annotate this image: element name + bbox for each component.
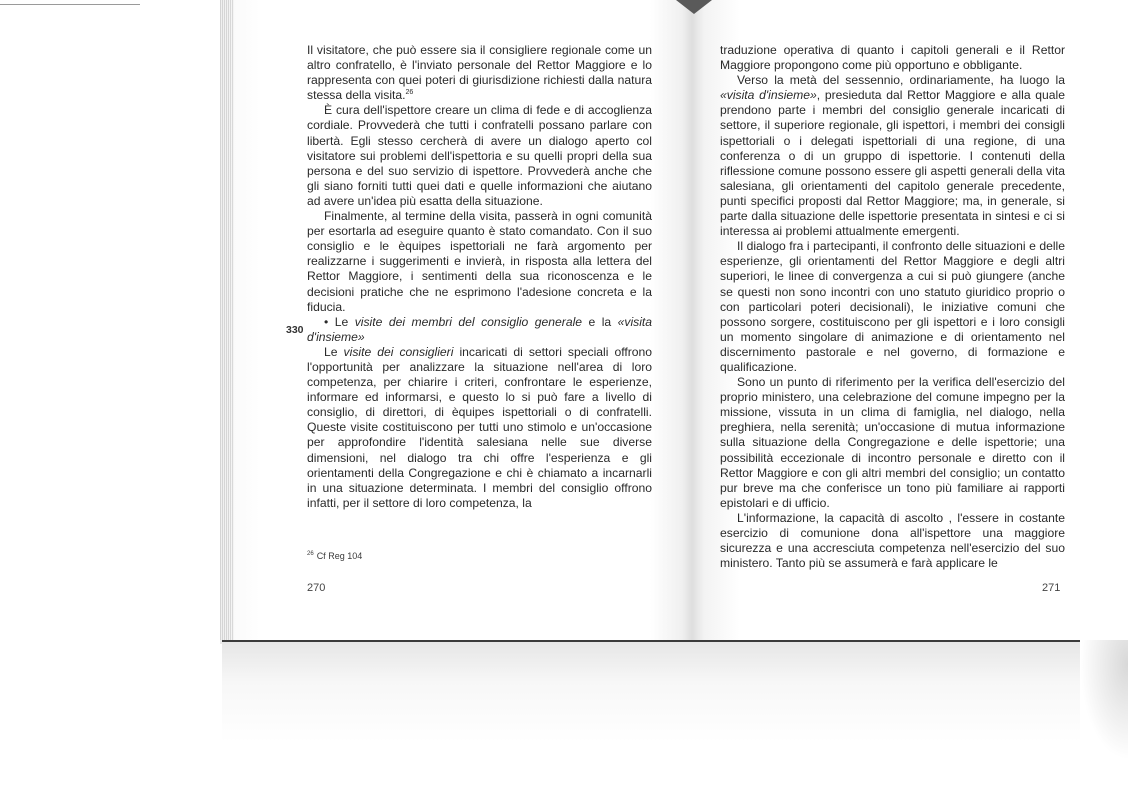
paragraph xyxy=(720,73,1065,239)
corner-shadow xyxy=(1080,640,1128,760)
top-rule xyxy=(0,4,140,5)
paragraph: L'informazione, la capacità di ascolto , l'essere in costante esercizio di comunione dona all'ispettore una maggiore sicurezza e una accresciuta competenza nell'esercizio del suo ministero. Tanto più se assumerà e farà applicare le xyxy=(720,510,1065,571)
paragraph-text: Il visitatore, che può essere sia il consigliere regionale come un altro confratello, è l'inviato personale del Rettor Maggiore e lo rappresenta con quei poteri di giurisdizione richiesti dalla natura stessa della visita. xyxy=(307,43,652,103)
paragraph: traduzione operativa di quanto i capitoli generali e il Rettor Maggiore propongono come più opportuno e obbligante. xyxy=(720,43,1065,73)
bullet: • xyxy=(324,314,329,329)
footnote xyxy=(307,551,362,561)
paragraph xyxy=(307,345,652,511)
paragraph xyxy=(307,43,652,103)
heading-pre: Le xyxy=(334,314,349,329)
left-page-text xyxy=(307,43,652,511)
heading-italic-2: «visita d'insieme» xyxy=(307,314,653,344)
page-edges-left xyxy=(220,0,234,640)
paragraph: Il dialogo fra i partecipanti, il confronto delle situazioni e delle esperienze, gli orientamenti del Rettor Maggiore e degli altri superiori, le linee di convergenza a cui si può giungere (anche se questi non sono incontri con uno statuto giuridico proprio o con particolari poteri decisionali), le iniziative comuni che possono sorgere, costituiscono per gli ispettori e i loro consigli un momento singolare di animazione e di orientamento nel discernimento pastorale e nel governo, di formazione e qualificazione. xyxy=(720,239,1065,374)
page-number-left: 270 xyxy=(307,582,326,594)
heading-italic-1: visite dei membri del consiglio generale xyxy=(354,314,583,329)
right-page-text xyxy=(720,43,1065,571)
paragraph: È cura dell'ispettore creare un clima di fede e di accoglienza cordiale. Provvederà che tutti i confratelli possano parlare con libertà. Egli stesso cercherà di avere un dialogo aperto col visitatore sui problemi dell'ispettoria e su quelli propri della sua persona e del suo servizio di ispettore. Provvederà anche che gli siano forniti tutti quei dati e quelle informazioni che aiutano ad avere un'idea più esatta della situazione. xyxy=(307,103,652,208)
heading-mid: e la xyxy=(588,314,612,329)
footnote-text: Cf Reg 104 xyxy=(316,551,363,561)
margin-number: 330 xyxy=(286,324,304,336)
paragraph: Sono un punto di riferimento per la verifica dell'esercizio del proprio ministero, una celebrazione del comune impegno per la missione, vissuta in un clima di famiglia, nel dialogo, nella preghiera, nella serenità; un'occasione di mutua informazione sulla situazione della Congregazione e delle ispettorie; una possibilità eccezionale di incontro personale e diretto con il Rettor Maggiore e con gli altri membri del consiglio; un contatto pur breve ma che conferisce un tono più familiare ai rapporti epistolari e di ufficio. xyxy=(720,375,1065,510)
fold-notch xyxy=(676,0,712,14)
page-number-right: 271 xyxy=(1042,582,1061,594)
section-heading xyxy=(307,315,652,345)
paragraph-rest: , presieduta dal Rettor Maggiore e alla quale prendono parte i membri del consiglio generale incaricati di settore, il superiore regionale, gli ispettori, i membri dei consigli ispettoriali o i delegati ispettoriali di una regione, di una conferenza o di un gruppo di ispettorie. I contenuti della riflessione comune possono essere gli aspetti generali della vita salesiana, gli orientamenti del capitolo generale precedente, punti specifici proposti dal Rettor Maggiore; ma, in generale, si parte dalla situazione delle ispettorie presentata in sintesi e ci si interessa ai problemi attualmente emergenti. xyxy=(720,88,1065,239)
paragraph-italic: «visita d'insieme» xyxy=(720,88,817,103)
paragraph-italic: visite dei consiglieri xyxy=(343,344,454,359)
note-reference: 26 xyxy=(405,89,414,97)
footnote-mark: 26 xyxy=(307,551,314,557)
paragraph: Finalmente, al termine della visita, passerà in ogni comunità per esortarla ad eseguire quanto è stato comandato. Con il suo consiglio e le èquipes ispettoriali ne farà argomento per realizzarne i suggerimenti e invierà, in risposta alla lettera del Rettor Maggiore, i sentimenti della sua riconoscenza e le decisioni pratiche che ne esprimono l'adesione concreta e la fiducia. xyxy=(307,209,652,314)
paragraph-pre: Le xyxy=(324,344,338,359)
book-shadow xyxy=(222,642,1128,742)
paragraph-rest: incaricati di settori speciali offrono l'opportunità per analizzare la situazione nell'area di loro competenza, per chiarire i criteri, confrontare le esperienze, informare ed informarsi, e questo lo si può fare a livello di consiglio, di direttori, di èquipes ispettoriali o di confratelli. Queste visite costituiscono per tutti uno stimolo e un'occasione per approfondire l'identità salesiana nelle sue diverse dimensioni, nel dialogo tra chi offre l'esperienza e gli orientamenti della Congregazione e chi è chiamato a incarnarli in una situazione determinata. I membri del consiglio offrono infatti, per il settore di loro competenza, la xyxy=(307,344,653,510)
paragraph-pre: Verso la metà del sessennio, ordinariamente, ha luogo la xyxy=(737,73,1065,88)
